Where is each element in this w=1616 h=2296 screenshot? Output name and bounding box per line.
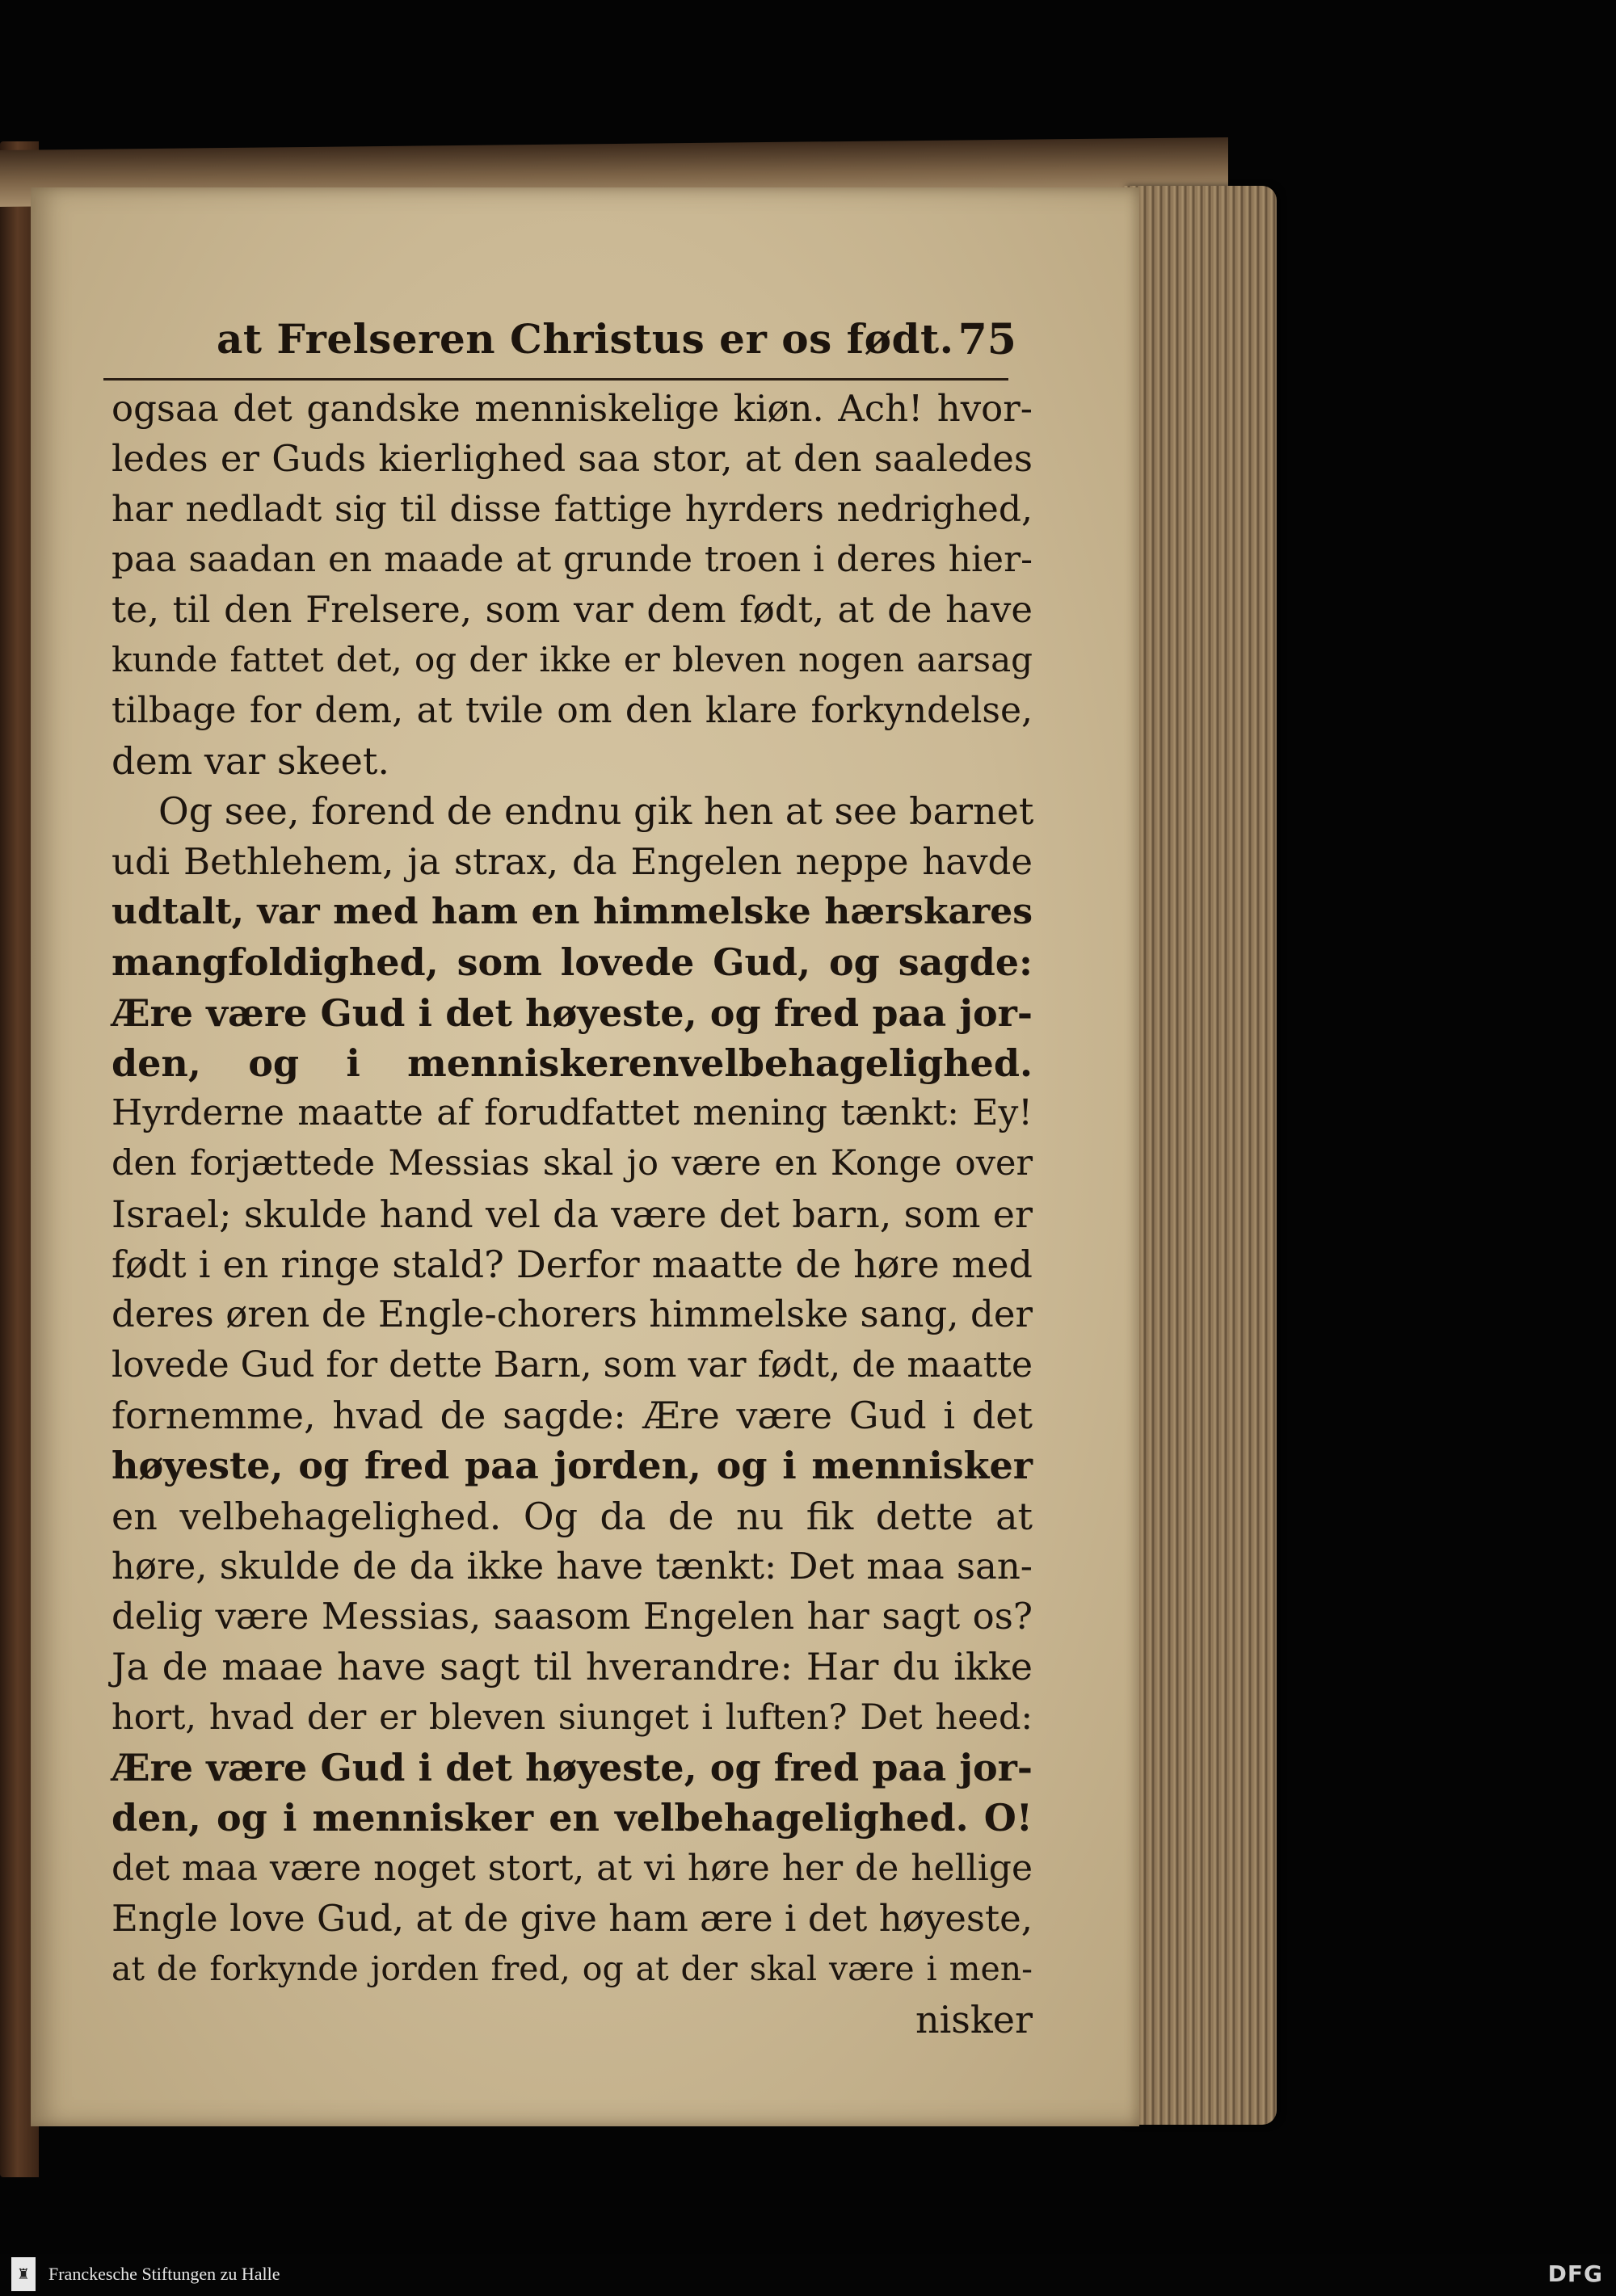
body-text	[112, 384, 1033, 2045]
text-line: Ja de maae have sagt til hverandre: Har du ikke	[112, 1645, 1033, 1689]
text-line: høyeste, og fred paa jorden, og i mennisker	[112, 1444, 1033, 1488]
text-line: tilbage for dem, at tvile om den klare forkyndelse,	[112, 689, 1033, 731]
text-line: Og see, forend de endnu gik hen at see barnet	[158, 789, 1034, 834]
text-line: hort, hvad der er bleven siunget i luften? Det heed:	[112, 1697, 1033, 1738]
text-line: fornemme, hvad de sagde: Ære være Gud i det	[112, 1393, 1033, 1437]
text-line: te, til den Frelsere, som var dem født, at de have	[112, 588, 1033, 632]
dfg-logo: DFG	[1547, 2260, 1603, 2287]
text-line: Ære være Gud i det høyeste, og fred paa jor-	[112, 1746, 1033, 1790]
text-line: at de forkynde jorden fred, og at der skal være i men-	[112, 1949, 1033, 1989]
page-number: 75	[957, 315, 1016, 364]
text-line: den, og i mennisker en velbehagelighed. O!	[112, 1796, 1033, 1840]
text-line: deres øren de Engle-chorers himmelske sang, der	[112, 1293, 1033, 1336]
text-line: mangfoldighed, som lovede Gud, og sagde:	[112, 940, 1033, 985]
text-line: Israel; skulde hand vel da være det barn, som er	[112, 1192, 1033, 1236]
text-line: ogsaa det gandske menniskelige kiøn. Ach! hvor-	[112, 387, 1033, 430]
text-line: Ære være Gud i det høyeste, og fred paa jor-	[112, 990, 1033, 1035]
running-head-rule	[103, 378, 1008, 381]
page-stack-edge	[1123, 186, 1277, 2125]
text-line: en velbehagelighed. Og da de nu fik dette at	[112, 1494, 1033, 1538]
text-line: kunde fattet det, og der ikke er bleven nogen aarsag	[112, 640, 1033, 680]
text-line: udi Bethlehem, ja strax, da Engelen neppe havde	[112, 839, 1033, 883]
text-line: har nedladt sig til disse fattige hyrders nedrighed,	[112, 488, 1033, 530]
institution-logo-icon: ♜	[11, 2257, 36, 2291]
viewer-footer	[0, 2254, 1616, 2296]
book-page	[31, 187, 1139, 2126]
text-line: den, og i menniskerenvelbehagelighed.	[112, 1041, 1033, 1085]
text-line: Engle love Gud, at de give ham ære i det høyeste,	[112, 1896, 1033, 1940]
text-line: Hyrderne maatte af forudfattet mening tænkt: Ey!	[112, 1092, 1033, 1134]
text-line: høre, skulde de da ikke have tænkt: Det maa san-	[112, 1544, 1033, 1587]
running-head-title: at Frelseren Christus er os født.	[217, 315, 954, 363]
text-line: den forjættede Messias skal jo være en Konge over	[112, 1143, 1033, 1184]
text-line: paa saadan en maade at grunde troen i deres hier-	[112, 538, 1033, 580]
catchword: nisker	[915, 1997, 1033, 2042]
text-line: lovede Gud for dette Barn, som var født, de maatte	[112, 1344, 1033, 1386]
text-line: delig være Messias, saasom Engelen har sagt os?	[112, 1595, 1033, 1638]
text-line: født i en ringe stald? Derfor maatte de høre med	[112, 1243, 1033, 1287]
text-line: ledes er Guds kierlighed saa stor, at den saaledes	[112, 437, 1033, 481]
text-line: udtalt, var med ham en himmelske hærskares	[112, 890, 1033, 932]
footer-institution: Franckesche Stiftungen zu Halle	[48, 2264, 280, 2284]
text-line: dem var skeet.	[112, 739, 389, 784]
text-line: det maa være noget stort, at vi høre her de hellige	[112, 1847, 1033, 1889]
running-head	[128, 315, 1016, 380]
